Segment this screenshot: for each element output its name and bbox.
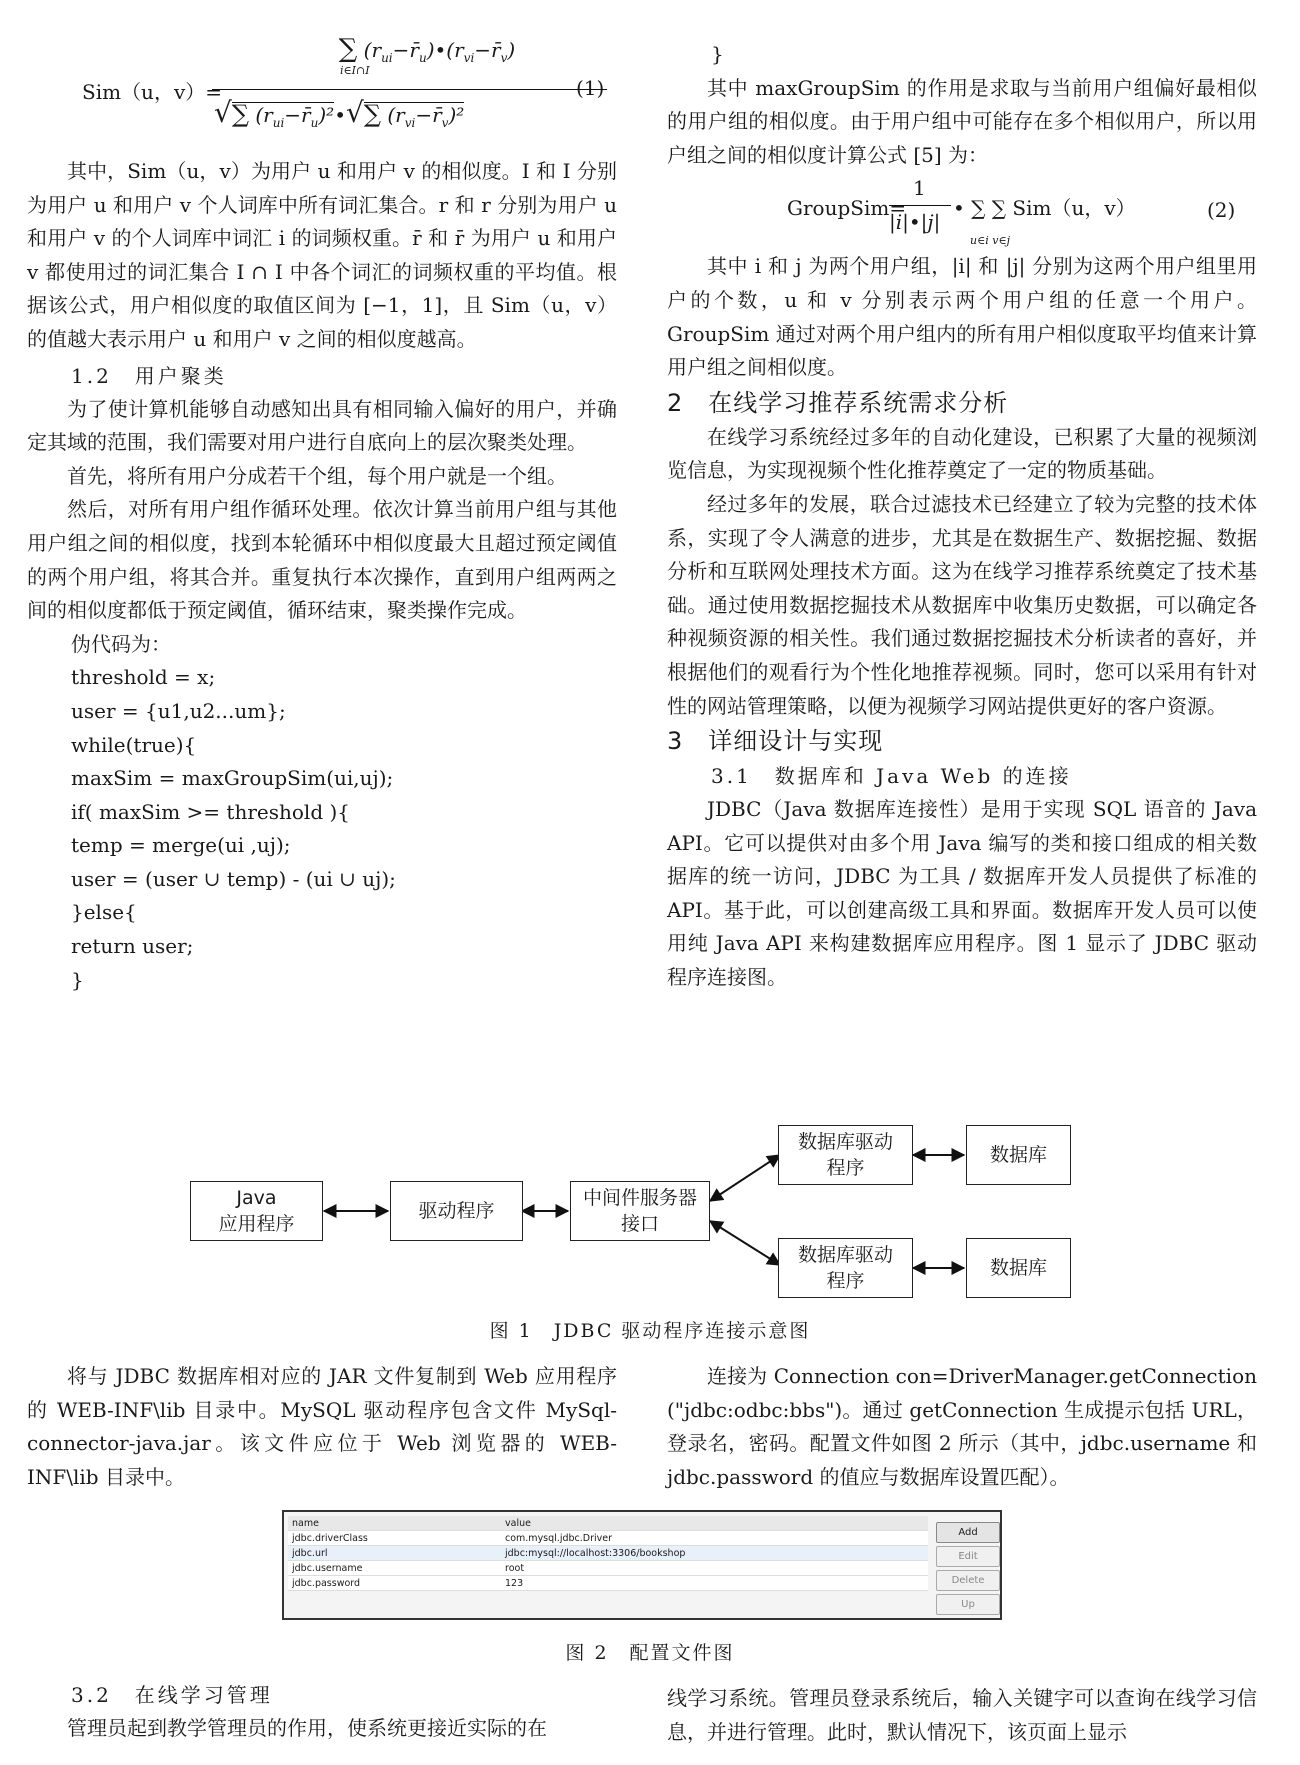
paragraph: JDBC（Java 数据库连接性）是用于实现 SQL 语音的 Java API。它可以提供对由多个用 Java 编写的类和接口组成的相关数据库的统一访问，JDBC 为工具 / 数据库开发人员提供了标准的 API。基于此，可以创建高级工具和界面。数据库开发人员可以使用纯 Java API 来构建数据库应用程序。图 1 显示了 JDBC 驱动程序连接图。 — [667, 797, 1257, 990]
formula-2-denominator: |i|•|j| — [889, 210, 941, 235]
mid-left-text — [27, 1360, 617, 1494]
jdbc-connection-diagram — [190, 1125, 1090, 1325]
paragraph: 其中 i 和 j 为两个用户组，|i| 和 |j| 分别为这两个用户组里用户的个数，u 和 v 分别表示两个用户组的任意一个用户。GroupSim 通过对两个用户组内的所有用户相似度取平均值来计算用户组之间相似度。 — [667, 254, 1257, 380]
paragraph: 连接为 Connection con=DriverManager.getConnection("jdbc:odbc:bbs")。通过 getConnection 生成提示包括 URL，登录名，密码。配置文件如图 2 所示（其中，jdbc.username 和 jdbc.password 的值应与数据库设置匹配）。 — [667, 1364, 1257, 1489]
formula-1 — [82, 34, 582, 154]
db-driver-box-2: 数据库驱动 程序 — [778, 1238, 913, 1298]
add-button[interactable]: Add — [936, 1522, 1000, 1543]
code-line: threshold = x; — [71, 665, 216, 690]
paragraph: 其中，Sim（u，v）为用户 u 和用户 v 的相似度。I 和 I 分别为用户 u 和用户 v 个人词库中所有词汇集合。r 和 r 分别为用户 u 和用户 v 的个人词库中词汇 i 的词频权重。r̄ 和 r̄ 为用户 u 和用户 v 都使用过的词汇集合 I ∩ I 中各个词汇的词频权重的平均值。根据该公式，用户相似度的取值区间为 [−1，1]，且 Sim（u，v）的值越大表示用户 u 和用户 v 之间的相似度越高。 — [27, 159, 617, 351]
paragraph: 然后，对所有用户组作循环处理。依次计算当前用户组与其他用户组之间的相似度，找到本轮循环中相似度最大且超过预定阈值的两个用户组，将其合并。重复执行本次操作，直到用户组两两之间的相似度都低于预定阈值，循环结束，聚类操作完成。 — [27, 497, 617, 623]
paragraph: 管理员起到教学管理员的作用，使系统更接近实际的在 — [67, 1716, 547, 1740]
driver-box: 驱动程序 — [390, 1181, 523, 1241]
table-header-row — [288, 1516, 928, 1531]
formula-2-lhs: GroupSim= — [787, 196, 907, 221]
paragraph: 其中 maxGroupSim 的作用是求取与当前用户组偏好最相似的用户组的相似度。由于用户组中可能存在多个相似用户，所以用户组之间的相似度计算公式 [5] 为： — [667, 75, 1257, 167]
table-row[interactable] — [288, 1561, 928, 1576]
code-line: 伪代码为： — [71, 631, 171, 656]
code-line: } — [71, 967, 84, 992]
section-heading-2: 2 在线学习推荐系统需求分析 — [667, 388, 1009, 417]
db-driver-box-1: 数据库驱动 程序 — [778, 1125, 913, 1185]
table-row[interactable] — [288, 1576, 928, 1591]
config-name: jdbc.url — [288, 1546, 501, 1561]
code-line: while(true){ — [71, 732, 197, 757]
config-name: jdbc.driverClass — [288, 1531, 501, 1546]
code-line: maxSim = maxGroupSim(ui,uj); — [71, 766, 394, 791]
paragraph: 为了使计算机能够自动感知出具有相同输入偏好的用户，并确定其域的范围，我们需要对用户进行自底向上的层次聚类处理。 — [27, 396, 617, 455]
formula-1-num-sub: i∈I∩I — [340, 64, 370, 77]
formula-2-rhs: • ∑ ∑ Sim（u，v） — [953, 196, 1136, 221]
pseudo-code — [27, 628, 617, 998]
code-line: }else{ — [71, 900, 137, 925]
edit-button[interactable]: Edit — [936, 1546, 1000, 1567]
formula-1-denominator: √∑ $(r_{ui}-r̄_u)^2•√\sum$ $(r_{vi}-r̄_v)^2$ — [214, 96, 465, 130]
java-application-box: Java 应用程序 — [190, 1181, 323, 1241]
figure-caption-2: 图 2 配置文件图 — [565, 1642, 735, 1664]
section-heading-3: 3 详细设计与实现 — [667, 727, 884, 756]
formula-1-lhs: Sim（u，v）= — [82, 80, 222, 104]
bottom-left-text — [27, 1678, 617, 1746]
equation-number-1: (1) — [576, 76, 605, 100]
code-line: temp = merge(ui ,uj); — [71, 833, 291, 858]
config-value: jdbc:mysql://localhost:3306/bookshop — [501, 1546, 928, 1561]
section-heading-1-2: 1.2 用户聚类 — [71, 363, 227, 388]
delete-button[interactable]: Delete — [936, 1570, 1000, 1591]
equation-number-2: (2) — [1207, 198, 1236, 223]
database-box-1: 数据库 — [966, 1125, 1071, 1185]
bottom-right-text — [667, 1682, 1257, 1749]
paragraph: 首先，将所有用户分成若干个组，每个用户就是一个组。 — [67, 463, 567, 488]
formula-2-sub: u∈i v∈j — [970, 234, 1011, 248]
right-column — [667, 38, 1257, 995]
table-row[interactable] — [288, 1546, 928, 1561]
formula-1-numerator: ∑ $(r_{ui}-r̄_u)•(r_{vi}-r̄_v)$ — [338, 34, 516, 65]
up-button[interactable]: Up — [936, 1594, 1000, 1615]
config-table — [288, 1516, 928, 1591]
mid-right-text — [667, 1360, 1257, 1494]
config-name: jdbc.username — [288, 1561, 501, 1576]
code-line: } — [711, 42, 724, 66]
config-file-window — [282, 1510, 1002, 1620]
arrow-middleware-dbdriver2 — [710, 1221, 780, 1265]
code-line: return user; — [71, 934, 194, 959]
left-column — [27, 155, 617, 997]
column-header-name: name — [288, 1516, 501, 1531]
section-heading-3-2: 3.2 在线学习管理 — [71, 1683, 273, 1707]
paragraph: 经过多年的发展，联合过滤技术已经建立了较为完整的技术体系，实现了令人满意的进步，尤其是在数据生产、数据挖掘、数据分析和互联网处理技术方面。这为在线学习推荐系统奠定了技术基础。通过使用数据挖掘技术从数据库中收集历史数据，可以确定各种视频资源的相关性。我们通过数据挖掘技术分析读者的喜好，并根据他们的观看行为个性化地推荐视频。同时，您可以采用有针对性的网站管理策略，以便为视频学习网站提供更好的客户资源。 — [667, 491, 1257, 718]
arrow-middleware-dbdriver1 — [710, 1155, 780, 1201]
database-box-2: 数据库 — [966, 1238, 1071, 1298]
config-value: com.mysql.jdbc.Driver — [501, 1531, 928, 1546]
table-row[interactable] — [288, 1531, 928, 1546]
paragraph: 将与 JDBC 数据库相对应的 JAR 文件复制到 Web 应用程序的 WEB-INF\lib 目录中。MySQL 驱动程序包含文件 MySql-connector-java.jar。该文件应位于 Web 浏览器的 WEB-INF\lib 目录中。 — [27, 1364, 617, 1489]
formula-2 — [667, 174, 1257, 248]
middleware-box: 中间件服务器 接口 — [570, 1181, 710, 1241]
paragraph: 线学习系统。管理员登录系统后，输入关键字可以查询在线学习信息，并进行管理。此时，默认情况下，该页面上显示 — [667, 1686, 1257, 1744]
section-heading-3-1: 3.1 数据库和 Java Web 的连接 — [711, 764, 1072, 789]
code-line: user = (user ∪ temp) - (ui ∪ uj); — [71, 866, 396, 891]
figure-caption-1: 图 1 JDBC 驱动程序连接示意图 — [489, 1320, 811, 1342]
code-line: user = {u1,u2...um}; — [71, 698, 286, 723]
config-value: root — [501, 1561, 928, 1576]
config-value: 123 — [501, 1576, 928, 1591]
formula-2-numerator: 1 — [913, 176, 926, 201]
fraction-bar — [212, 89, 607, 90]
column-header-value: value — [501, 1516, 928, 1531]
config-name: jdbc.password — [288, 1576, 501, 1591]
paragraph: 在线学习系统经过多年的自动化建设，已积累了大量的视频浏览信息，为实现视频个性化推荐奠定了一定的物质基础。 — [667, 424, 1257, 483]
code-line: if( maxSim >= threshold ){ — [71, 799, 351, 824]
